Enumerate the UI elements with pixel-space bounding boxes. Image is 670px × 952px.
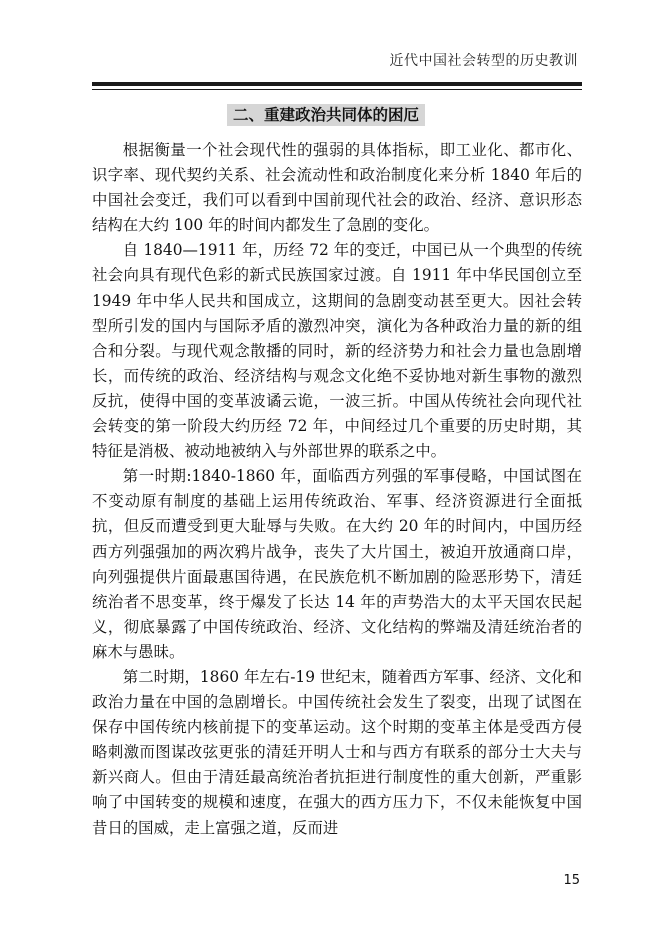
header-rule-thick bbox=[92, 82, 582, 86]
paragraph-1: 根据衡量一个社会现代性的强弱的具体指标，即工业化、都市化、识字率、现代契约关系、社会流动性和政治制度化来分析 1840 年后的中国社会变迁，我们可以看到中国前现代社会的政治、经济、意识形态结构在大约 100 年的时间内都发生了急剧的变化。 bbox=[92, 141, 582, 235]
body-text bbox=[92, 138, 582, 841]
running-head: 近代中国社会转型的历史教训 bbox=[389, 53, 578, 69]
header-rule-thin bbox=[92, 89, 582, 90]
section-title: 二、重建政治共同体的困厄 bbox=[227, 104, 425, 126]
paragraph-3: 第一时期:1840-1860 年，面临西方列强的军事侵略，中国试图在不变动原有制度的基础上运用传统政治、军事、经济资源进行全面抵抗，但反而遭受到更大耻辱与失败。在大约 20 年的时间内，中国历经西方列强强加的两次鸦片战争，丧失了大片国土，被迫开放通商口岸，向列强提供片面最惠国待遇，在民族危机不断加剧的险恶形势下，清廷统治者不思变革，终于爆发了长达 14 年的声势浩大的太平天国农民起义，彻底暴露了中国传统政治、经济、文化结构的弊端及清廷统治者的麻木与愚昧。 bbox=[92, 467, 582, 661]
paragraph-2: 自 1840—1911 年，历经 72 年的变迁，中国已从一个典型的传统社会向具有现代色彩的新式民族国家过渡。自 1911 年中华民国创立至 1949 年中华人民共和国成立，这期间的急剧变动甚至更大。因社会转型所引发的国内与国际矛盾的激烈冲突，演化为各种政治力量的新的组合和分裂。与现代观念散播的同时，新的经济势力和社会力量也急剧增长，而传统的政治、经济结构与观念文化绝不妥协地对新生事物的激烈反抗，使得中国的变革波谲云诡，一波三折。中国从传统社会向现代社会转变的第一阶段大约历经 72 年，中间经过几个重要的历史时期，其特征是消极、被动地被纳入与外部世界的联系之中。 bbox=[92, 241, 582, 461]
paragraph-4: 第二时期，1860 年左右-19 世纪末，随着西方军事、经济、文化和政治力量在中国的急剧增长。中国传统社会发生了裂变，出现了试图在保存中国传统内核前提下的变革运动。这个时期的变革主体是受西方侵略刺激而图谋改弦更张的清廷开明人士和与西方有联系的部分士大夫与新兴商人。但由于清廷最高统治者抗拒进行制度性的重大创新，严重影响了中国转变的规模和速度，在强大的西方压力下，不仅未能恢复中国昔日的国威，走上富强之道，反而进 bbox=[92, 667, 582, 837]
page-number: 15 bbox=[563, 873, 580, 888]
